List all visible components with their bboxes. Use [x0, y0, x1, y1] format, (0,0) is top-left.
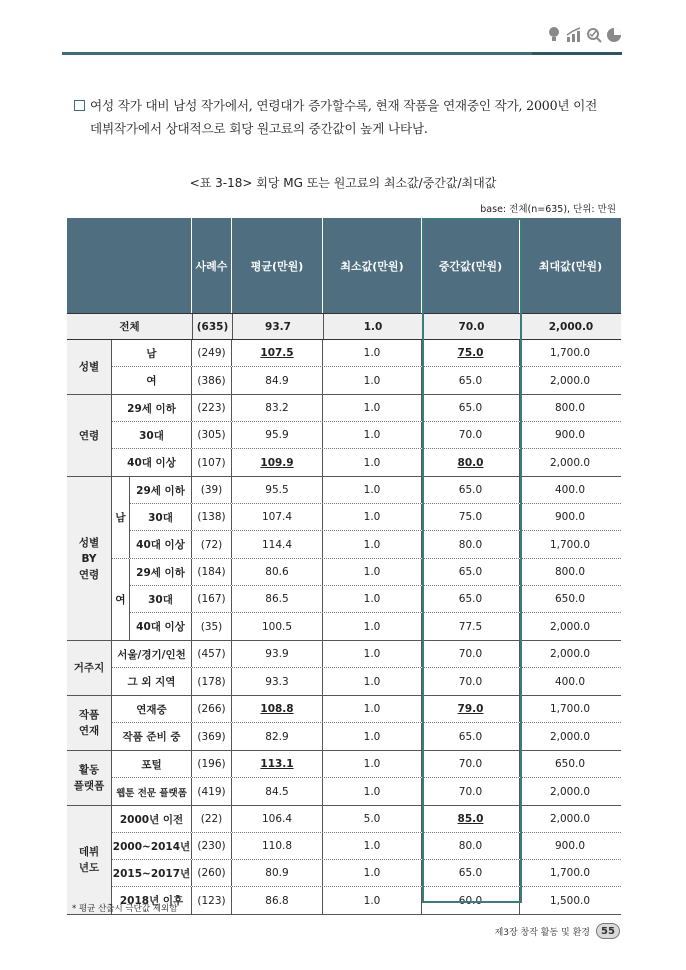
cell-max: 1,700.0	[519, 531, 620, 558]
group-age	[67, 395, 621, 477]
cell-med: 65.0	[421, 860, 519, 886]
cell-med: 75.0	[421, 504, 519, 530]
header-category	[67, 218, 192, 313]
cell-n: (107)	[191, 449, 231, 476]
cell-n: (260)	[191, 860, 231, 886]
cell-max: 900.0	[519, 422, 620, 448]
cell-min: 1.0	[322, 641, 421, 667]
cell-min: 1.0	[322, 887, 421, 914]
cell-n: (178)	[191, 668, 231, 695]
summary-paragraph	[74, 94, 622, 140]
label-line: 플랫폼	[73, 780, 105, 792]
base-note: base: 전체(n=635), 단위: 만원	[480, 204, 616, 215]
cell-med: 60.0	[421, 887, 519, 914]
group-label-platform	[67, 751, 112, 805]
table-row	[112, 395, 621, 422]
cell-med: 75.0	[421, 340, 519, 366]
table-row	[112, 860, 621, 887]
cell-min: 1.0	[322, 613, 421, 640]
group-serial	[67, 696, 621, 751]
row-label: 웹툰 전문 플랫폼	[116, 787, 187, 799]
table-header	[67, 218, 621, 313]
cell-n: (305)	[191, 422, 231, 448]
cell-min: 5.0	[322, 806, 421, 832]
table-row	[130, 559, 621, 586]
group-label-serial	[67, 696, 112, 750]
cell-max: 800.0	[519, 559, 620, 585]
cell-max: 900.0	[519, 504, 620, 530]
cell-med: 70.0	[421, 751, 519, 777]
group-label-sex-by-age	[67, 477, 112, 640]
page-footer	[495, 923, 620, 939]
cell-max: 2,000.0	[519, 613, 620, 640]
cell-min: 1.0	[322, 367, 421, 394]
label-line: 년도	[78, 862, 100, 874]
table-row	[130, 613, 621, 640]
paragraph-line-1: 여성 작가 대비 남성 작가에서, 연령대가 증가할수록, 현재 작품을 연재중인 작가, 2000년 이전	[90, 98, 598, 113]
group-sex-by-age	[67, 477, 621, 641]
total-med: 70.0	[422, 314, 520, 339]
table-row	[130, 504, 621, 531]
total-min: 1.0	[323, 314, 422, 339]
subgroup-female	[112, 559, 621, 640]
header-min: 최소값(만원)	[323, 218, 422, 313]
header-med: 중간값(만원)	[422, 218, 520, 313]
table-row	[130, 477, 621, 504]
subgroup-male	[112, 477, 621, 559]
table-caption: <표 3-18> 회당 MG 또는 원고료의 최소값/중간값/최대값	[189, 176, 497, 190]
row-label: 30대	[139, 429, 164, 442]
row-label: 40대 이상	[136, 539, 185, 551]
cell-med: 65.0	[421, 367, 519, 394]
header-rule	[62, 52, 622, 55]
cell-n: (196)	[191, 751, 231, 777]
label-line: 데뷔	[78, 846, 100, 858]
cell-max: 400.0	[519, 477, 620, 503]
lightbulb-icon	[546, 26, 562, 44]
cell-med: 77.5	[421, 613, 519, 640]
cell-n: (457)	[191, 641, 231, 667]
cell-min: 1.0	[322, 477, 421, 503]
cell-med: 80.0	[421, 531, 519, 558]
cell-avg: 80.6	[231, 559, 322, 585]
cell-avg: 95.9	[231, 422, 322, 448]
cell-avg: 95.5	[231, 477, 322, 503]
group-label-gender: 성별	[67, 340, 112, 394]
row-label: 29세 이하	[136, 484, 185, 497]
table-row-total	[67, 313, 621, 340]
cell-min: 1.0	[322, 668, 421, 695]
cell-avg: 93.3	[231, 668, 322, 695]
group-label-region: 거주지	[67, 641, 112, 695]
cell-avg: 108.8	[231, 696, 322, 722]
cell-med: 70.0	[421, 668, 519, 695]
label-line: 연령	[78, 568, 100, 581]
cell-avg: 93.9	[231, 641, 322, 667]
cell-min: 1.0	[322, 559, 421, 585]
row-label: 40대 이상	[127, 457, 176, 469]
row-label: 2015~2017년	[112, 867, 191, 880]
cell-med: 65.0	[421, 586, 519, 612]
footnote: * 평균 산출시 극단값 제외함	[72, 904, 178, 914]
cell-n: (39)	[191, 477, 231, 503]
table-row	[112, 668, 621, 695]
row-label: 2000~2014년	[112, 840, 191, 853]
cell-min: 1.0	[322, 778, 421, 805]
table-row	[112, 340, 621, 367]
pie-icon	[606, 26, 622, 44]
paragraph-line-2: 데뷔작가에서 상대적으로 회당 원고료의 중간값이 높게 나타남.	[90, 121, 428, 136]
table-row	[112, 751, 621, 778]
cell-max: 900.0	[519, 833, 620, 859]
sex-label-female: 여	[112, 559, 130, 640]
header-avg: 평균(만원)	[232, 218, 323, 313]
cell-n: (223)	[191, 395, 231, 421]
cell-avg: 113.1	[231, 751, 322, 777]
table-row	[112, 887, 621, 914]
cell-med: 80.0	[421, 449, 519, 476]
row-label: 연재중	[136, 703, 167, 716]
cell-avg: 107.5	[231, 340, 322, 366]
cell-avg: 80.9	[231, 860, 322, 886]
row-label: 서울/경기/인천	[117, 648, 186, 661]
total-max: 2,000.0	[520, 314, 621, 339]
cell-min: 1.0	[322, 395, 421, 421]
table-row	[112, 449, 621, 476]
cell-med: 85.0	[421, 806, 519, 832]
group-label-age: 연령	[67, 395, 112, 476]
label-line: 활동	[78, 764, 100, 776]
cell-max: 1,700.0	[519, 696, 620, 722]
sex-label-male: 남	[112, 477, 130, 558]
cell-min: 1.0	[322, 504, 421, 530]
cell-n: (22)	[191, 806, 231, 832]
cell-n: (72)	[191, 531, 231, 558]
cell-avg: 83.2	[231, 395, 322, 421]
cell-min: 1.0	[322, 860, 421, 886]
cell-avg: 84.5	[231, 778, 322, 805]
cell-max: 800.0	[519, 395, 620, 421]
page-number: 55	[596, 923, 620, 939]
cell-avg: 86.8	[231, 887, 322, 914]
cell-med: 65.0	[421, 723, 519, 750]
checklist-magnifier-icon	[586, 26, 602, 44]
cell-n: (386)	[191, 367, 231, 394]
label-line: 성별	[78, 536, 100, 549]
cell-min: 1.0	[322, 422, 421, 448]
row-label: 30대	[148, 511, 173, 524]
cell-min: 1.0	[322, 531, 421, 558]
cell-avg: 86.5	[231, 586, 322, 612]
row-label: 29세 이하	[136, 566, 185, 579]
cell-min: 1.0	[322, 696, 421, 722]
group-gender	[67, 340, 621, 395]
table-row	[112, 723, 621, 750]
row-label: 포털	[141, 758, 162, 771]
total-label: 전체	[119, 321, 140, 333]
cell-min: 1.0	[322, 449, 421, 476]
cell-avg: 82.9	[231, 723, 322, 750]
cell-med: 70.0	[421, 778, 519, 805]
cell-avg: 106.4	[231, 806, 322, 832]
cell-max: 1,700.0	[519, 340, 620, 366]
cell-max: 650.0	[519, 751, 620, 777]
cell-min: 1.0	[322, 340, 421, 366]
cell-max: 2,000.0	[519, 641, 620, 667]
cell-n: (138)	[191, 504, 231, 530]
cell-avg: 114.4	[231, 531, 322, 558]
label-line: 작품	[78, 709, 100, 721]
cell-n: (35)	[191, 613, 231, 640]
label-line: 연재	[78, 725, 100, 737]
cell-avg: 84.9	[231, 367, 322, 394]
bullet-box-icon	[74, 100, 85, 111]
cell-max: 1,700.0	[519, 860, 620, 886]
cell-min: 1.0	[322, 586, 421, 612]
cell-n: (230)	[191, 833, 231, 859]
stats-table	[67, 218, 621, 915]
cell-med: 79.0	[421, 696, 519, 722]
row-label: 작품 준비 중	[122, 731, 181, 743]
cell-max: 2,000.0	[519, 367, 620, 394]
cell-max: 650.0	[519, 586, 620, 612]
growth-chart-icon	[566, 26, 582, 44]
group-region	[67, 641, 621, 696]
label-line: BY	[81, 552, 97, 565]
cell-max: 2,000.0	[519, 449, 620, 476]
table-row	[112, 778, 621, 805]
cell-n: (123)	[191, 887, 231, 914]
row-label: 2000년 이전	[119, 813, 184, 826]
cell-med: 70.0	[421, 422, 519, 448]
cell-min: 1.0	[322, 723, 421, 750]
row-label: 2018년 이후	[119, 895, 184, 907]
table-row	[112, 641, 621, 668]
cell-max: 1,500.0	[519, 887, 620, 914]
table-row	[112, 696, 621, 723]
header-icon-group	[546, 26, 622, 44]
total-n: (635)	[192, 314, 232, 339]
cell-med: 65.0	[421, 559, 519, 585]
cell-n: (419)	[191, 778, 231, 805]
cell-min: 1.0	[322, 833, 421, 859]
cell-med: 80.0	[421, 833, 519, 859]
cell-max: 2,000.0	[519, 778, 620, 805]
cell-n: (369)	[191, 723, 231, 750]
header-n: 사례수	[192, 218, 232, 313]
table-row	[130, 586, 621, 613]
cell-avg: 110.8	[231, 833, 322, 859]
cell-avg: 107.4	[231, 504, 322, 530]
cell-n: (167)	[191, 586, 231, 612]
group-label-debut	[67, 806, 112, 914]
table-row	[112, 806, 621, 833]
table-row	[112, 422, 621, 449]
table-row	[112, 367, 621, 394]
row-label: 여	[146, 375, 157, 387]
row-label: 남	[146, 347, 157, 360]
cell-n: (249)	[191, 340, 231, 366]
cell-n: (266)	[191, 696, 231, 722]
cell-max: 400.0	[519, 668, 620, 695]
row-label: 그 외 지역	[127, 676, 176, 688]
row-label: 30대	[148, 593, 173, 606]
cell-med: 70.0	[421, 641, 519, 667]
cell-min: 1.0	[322, 751, 421, 777]
group-debut	[67, 806, 621, 915]
row-label: 29세 이하	[127, 402, 176, 415]
cell-max: 2,000.0	[519, 723, 620, 750]
cell-med: 65.0	[421, 395, 519, 421]
table-row	[112, 833, 621, 860]
table-row	[130, 531, 621, 558]
total-avg: 93.7	[232, 314, 323, 339]
row-label: 40대 이상	[136, 621, 185, 633]
chapter-label: 제3장 창작 활동 및 환경	[494, 927, 590, 938]
group-platform	[67, 751, 621, 806]
cell-med: 65.0	[421, 477, 519, 503]
cell-avg: 109.9	[231, 449, 322, 476]
cell-n: (184)	[191, 559, 231, 585]
cell-avg: 100.5	[231, 613, 322, 640]
header-max: 최대값(만원)	[538, 259, 603, 273]
cell-max: 2,000.0	[519, 806, 620, 832]
